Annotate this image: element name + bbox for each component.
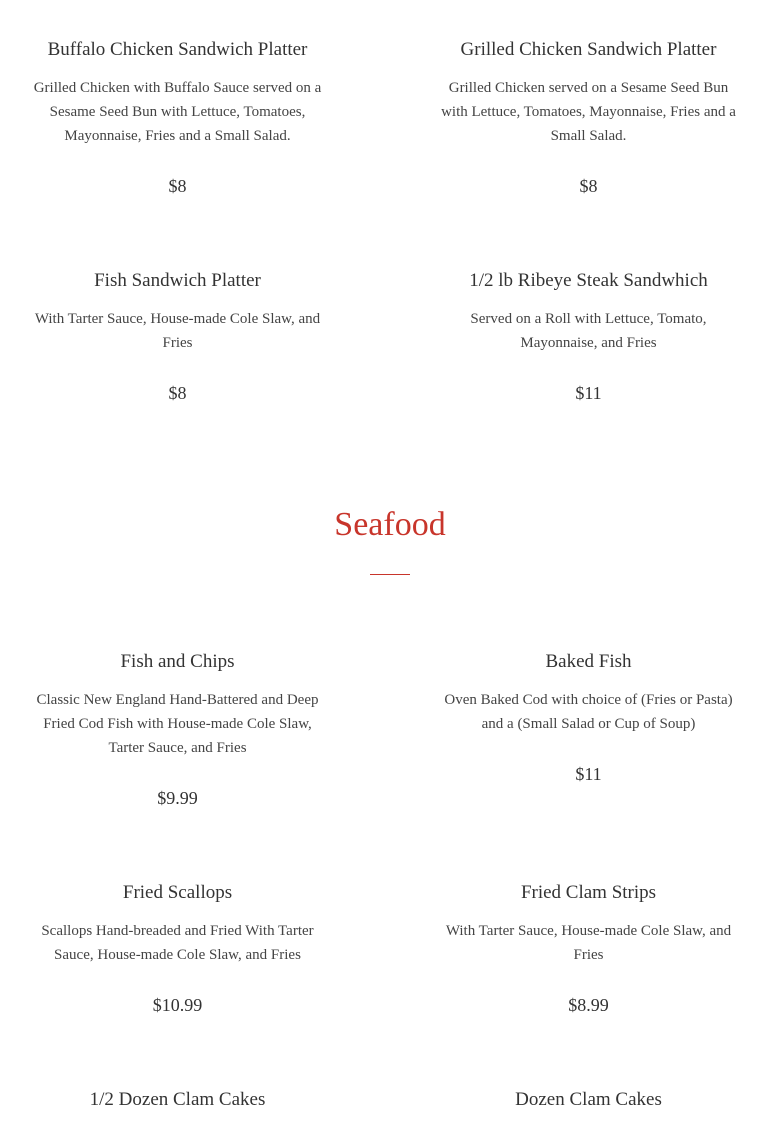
- menu-item-price: $8: [168, 176, 187, 196]
- menu-item-name: Grilled Chicken Sandwich Platter: [460, 39, 717, 60]
- menu-item-description: Oven Baked Cod with choice of (Fries or Pasta) and a (Small Salad or Cup of Soup): [444, 692, 733, 732]
- menu-item-name: Fish Sandwich Platter: [94, 270, 261, 291]
- menu-item-price: $8: [579, 176, 598, 196]
- section-title-underline: [370, 574, 410, 575]
- menu-item-description: With Tarter Sauce, House-made Cole Slaw, and Fries: [34, 311, 321, 351]
- menu-item-price: $10.99: [152, 995, 203, 1015]
- menu-item-description: Classic New England Hand-Battered and Deep Fried Cod Fish with House-made Cole Slaw, Tarter Sauce, and Fries: [36, 692, 319, 756]
- section-title-seafood: Seafood: [334, 506, 446, 543]
- menu-item-name: 1/2 lb Ribeye Steak Sandwhich: [469, 270, 708, 291]
- menu-item-price: $11: [575, 383, 602, 403]
- menu-item-description: With Tarter Sauce, House-made Cole Slaw, and Fries: [445, 923, 732, 963]
- menu-item-description: Grilled Chicken with Buffalo Sauce served on a Sesame Seed Bun with Lettuce, Tomatoes, Mayonnaise, Fries and a Small Salad.: [33, 80, 322, 144]
- menu-item-description: Grilled Chicken served on a Sesame Seed Bun with Lettuce, Tomatoes, Mayonnaise, Fries and a Small Salad.: [441, 80, 736, 144]
- menu-item-price: $11: [575, 764, 602, 784]
- menu-item-description: Served on a Roll with Lettuce, Tomato, Mayonnaise, and Fries: [470, 311, 707, 351]
- menu-item-name: Fish and Chips: [120, 651, 235, 672]
- menu-item-name: Fried Clam Strips: [520, 882, 657, 903]
- menu-item-name: Dozen Clam Cakes: [515, 1089, 662, 1110]
- menu-item-name: 1/2 Dozen Clam Cakes: [89, 1089, 266, 1110]
- menu-item-price: $9.99: [157, 788, 198, 808]
- menu-item-price: $8.99: [568, 995, 609, 1015]
- menu-item-price: $8: [168, 383, 187, 403]
- menu-item-name: Fried Scallops: [122, 882, 233, 903]
- menu-item-description: Scallops Hand-breaded and Fried With Tarter Sauce, House-made Cole Slaw, and Fries: [41, 923, 314, 963]
- menu-item-name: Buffalo Chicken Sandwich Platter: [47, 39, 308, 60]
- menu-item-name: Baked Fish: [545, 651, 632, 672]
